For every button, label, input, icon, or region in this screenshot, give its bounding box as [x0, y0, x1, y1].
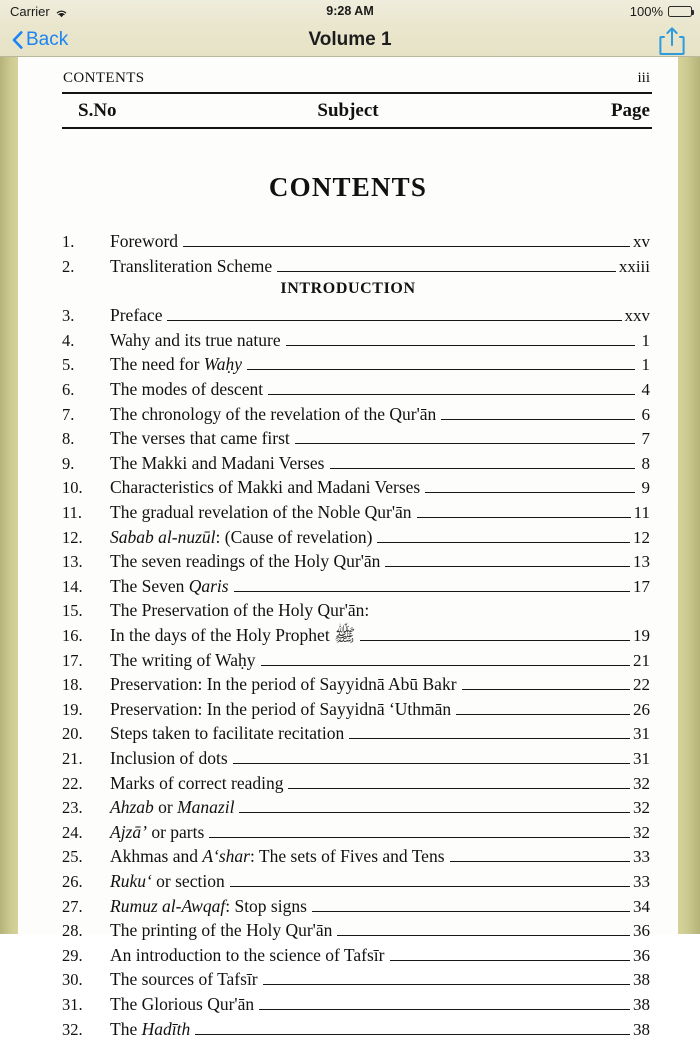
toc-leader-line [390, 960, 631, 961]
chevron-left-icon [12, 31, 23, 49]
header-rule-bottom [62, 127, 652, 129]
toc-leader-line [261, 665, 630, 666]
toc-entry-page: 1 [641, 355, 650, 375]
toc-entry-number: 32. [62, 1019, 83, 1039]
toc-entry-number: 5. [62, 355, 75, 375]
toc-leader-line [239, 812, 630, 813]
toc-leader-line [330, 468, 636, 469]
toc-entry-page: 36 [633, 945, 650, 965]
toc-entry-page: 31 [633, 749, 650, 768]
toc-entry-page: 8 [641, 453, 650, 473]
toc-entry-label: Ahzab or Manazil [110, 797, 235, 818]
toc-leader-line [259, 1009, 630, 1010]
toc-leader-line [277, 271, 616, 272]
toc-entry-page: 21 [633, 650, 650, 670]
toc-entry[interactable] [18, 328, 678, 353]
toc-entry-number: 19. [62, 699, 83, 719]
toc-entry-label: The modes of descent [110, 379, 264, 399]
toc-entry[interactable] [18, 549, 678, 574]
toc-entry[interactable] [18, 525, 678, 550]
toc-entry-page: xv [633, 232, 650, 251]
toc-entry-number: 24. [62, 822, 83, 842]
toc-entry-number: 31. [62, 995, 83, 1014]
toc-entry[interactable] [18, 426, 678, 451]
status-bar-clock: 9:28 AM [326, 4, 374, 18]
toc-entry-number: 25. [62, 847, 83, 867]
toc-leader-line [441, 419, 635, 420]
toc-entry[interactable] [18, 451, 678, 476]
toc-entry[interactable] [18, 771, 678, 796]
toc-leader-line [247, 369, 635, 370]
toc-entry[interactable] [18, 1017, 678, 1042]
toc-entry[interactable] [18, 598, 678, 623]
toc-entry-label: The Makki and Madani Verses [110, 452, 325, 473]
toc-entry[interactable] [18, 918, 678, 943]
page-title: Volume 1 [308, 28, 392, 50]
toc-leader-line [183, 246, 630, 247]
toc-entry-page: 11 [633, 503, 650, 522]
toc-entry-page: 6 [641, 404, 650, 424]
toc-entry-number: 9. [62, 453, 75, 473]
running-head: CONTENTS [63, 70, 145, 86]
toc-entry-label: The need for Waḥy [110, 354, 243, 375]
contents-title: CONTENTS [268, 172, 428, 202]
toc-entry[interactable] [18, 475, 678, 500]
toc-entry-number: 28. [62, 921, 83, 941]
toc-entry-number: 14. [62, 576, 83, 596]
toc-leader-line [233, 763, 630, 764]
toc-entry[interactable] [18, 254, 678, 279]
toc-leader-line [195, 1034, 630, 1035]
toc-entry-label: Ruku‘ or section [110, 871, 225, 891]
toc-entry-page: 26 [633, 699, 650, 719]
toc-leader-line [385, 566, 630, 567]
toc-entry-number: 22. [62, 773, 83, 793]
share-button[interactable] [658, 26, 686, 56]
toc-entry-number: 8. [62, 429, 75, 449]
toc-entry-number: 3. [62, 306, 75, 326]
toc-entry-page: 1 [641, 330, 650, 350]
toc-leader-line [288, 788, 630, 789]
toc-entry-page: 34 [633, 896, 650, 916]
toc-leader-line [377, 542, 630, 543]
toc-entry-page: 38 [633, 970, 650, 990]
navigation-bar [0, 22, 700, 57]
toc-entry-number: 15. [62, 601, 83, 621]
status-bar-right [630, 4, 692, 19]
back-button-label: Back [26, 28, 69, 50]
toc-entry-label: Rumuz al-Awqaf: Stop signs [110, 895, 307, 916]
toc-entry-page: 13 [633, 552, 650, 572]
carrier-label: Carrier [10, 3, 50, 19]
toc-leader-line [263, 984, 630, 985]
toc-entry-label: Sabab al-nuzūl: (Cause of revelation) [110, 526, 373, 547]
toc-entry[interactable] [18, 229, 678, 254]
toc-entry-page: 33 [633, 872, 650, 891]
toc-entry-label: Foreword [110, 231, 179, 251]
toc-entry[interactable] [18, 869, 678, 894]
toc-entry-page: 19 [633, 626, 650, 645]
toc-entry-number: 10. [62, 478, 83, 498]
toc-entry[interactable] [18, 721, 678, 746]
toc-entry-number: 21. [62, 749, 83, 768]
toc-entry[interactable] [18, 820, 678, 845]
toc-entry-page: 7 [641, 429, 650, 449]
toc-leader-line [312, 911, 630, 912]
book-page-viewer[interactable] [0, 57, 700, 1039]
book-edge-right [678, 57, 700, 934]
toc-entry-label: Wahy and its true nature [110, 329, 281, 350]
folio-number: iii [637, 70, 650, 86]
toc-entry-label: An introduction to the science of Tafsīr [110, 944, 385, 965]
toc-entry-page: 32 [633, 773, 650, 793]
column-header-page: Page [610, 99, 650, 121]
book-edge-left [0, 57, 18, 934]
toc-section-heading: INTRODUCTION [280, 280, 416, 298]
toc-entry-number: 6. [62, 380, 75, 399]
toc-entry-number: 16. [62, 626, 83, 645]
toc-entry-label: The sources of Tafsīr [110, 969, 258, 990]
toc-entry-label: Ajzā’ or parts [110, 821, 205, 842]
toc-leader-line [425, 492, 635, 493]
battery-full-icon [668, 6, 692, 17]
toc-entry-label: The writing of Waḥy [110, 649, 256, 670]
toc-entry-page: 36 [633, 921, 650, 941]
toc-entry-label: The Seven Qaris [110, 575, 229, 596]
toc-entry-label: The seven readings of the Holy Qur'ān [110, 551, 381, 572]
toc-entry[interactable] [18, 672, 678, 697]
toc-entry-number: 18. [62, 675, 83, 695]
toc-leader-line [268, 394, 635, 395]
toc-entry-number: 13. [62, 552, 83, 572]
toc-entry[interactable] [18, 992, 678, 1017]
toc-entry-number: 29. [62, 945, 83, 965]
toc-entry-label: In the days of the Holy Prophet ﷺ [110, 625, 356, 645]
toc-entry-page: xxiii [618, 256, 650, 276]
toc-entry-number: 23. [62, 798, 83, 818]
toc-entry-page: 9 [641, 478, 650, 498]
toc-entry[interactable] [18, 623, 678, 648]
toc-entry-label: Preservation: In the period of Sayyidnā ‘Uthmān [110, 698, 452, 719]
toc-entry-label: The gradual revelation of the Noble Qur'ān [110, 502, 412, 522]
toc-entry[interactable] [18, 943, 678, 968]
toc-entry[interactable] [18, 377, 678, 402]
toc-entry-number: 27. [62, 896, 83, 916]
toc-entry-page: 12 [633, 527, 650, 547]
toc-leader-line [450, 861, 631, 862]
toc-entry-label: The chronology of the revelation of the Qur'ān [110, 403, 437, 424]
toc-entry-label: Preface [110, 305, 163, 326]
toc-leader-line [417, 517, 631, 518]
toc-entry-label: The verses that came first [110, 428, 290, 449]
toc-entry[interactable] [18, 303, 678, 328]
toc-entry-page: 4 [641, 380, 650, 399]
toc-leader-line [337, 935, 630, 936]
toc-entry-page: xxv [624, 306, 650, 326]
toc-entry-page: 32 [633, 822, 650, 842]
scanned-page[interactable] [18, 57, 678, 1039]
toc-entry[interactable] [18, 844, 678, 869]
column-header-sno: S.No [78, 99, 117, 121]
toc-entry[interactable] [18, 697, 678, 722]
toc-entry-label: Preservation: In the period of Sayyidnā Abū Bakr [110, 674, 457, 695]
toc-entry[interactable] [18, 402, 678, 427]
toc-entry-number: 20. [62, 724, 83, 744]
toc-entry-page: 31 [633, 724, 650, 744]
toc-entry-page: 38 [633, 1019, 650, 1039]
toc-entry-number: 2. [62, 256, 75, 276]
toc-leader-line [234, 591, 630, 592]
toc-entry-number: 1. [62, 232, 75, 251]
toc-leader-line [456, 714, 630, 715]
toc-entry[interactable] [18, 746, 678, 771]
toc-entry-number: 7. [62, 404, 75, 424]
status-bar [0, 0, 700, 22]
toc-entry-label: Transliteration Scheme [110, 255, 273, 276]
toc-entry-label: The Hadīth [110, 1018, 191, 1039]
back-button[interactable] [12, 22, 68, 57]
toc-entry-page: 32 [633, 798, 650, 818]
toc-entry-label: The Preservation of the Holy Qur'ān: [110, 600, 370, 621]
toc-entry[interactable] [18, 795, 678, 820]
toc-entry-number: 30. [62, 970, 83, 990]
column-header-subject: Subject [317, 99, 379, 121]
toc-entry-page: 22 [633, 675, 650, 695]
toc-entry-label: Characteristics of Makki and Madani Verses [110, 477, 421, 498]
toc-entry-number: 11. [62, 503, 83, 522]
toc-leader-line [230, 886, 630, 887]
toc-entry[interactable] [18, 967, 678, 992]
toc-entry-label: The printing of the Holy Qur'ān [110, 920, 333, 941]
toc-entry-number: 12. [62, 527, 83, 547]
toc-entry-number: 26. [62, 872, 83, 891]
toc-entry[interactable] [18, 648, 678, 673]
toc-leader-line [462, 689, 630, 690]
toc-entry[interactable] [18, 574, 678, 599]
toc-entry-page: 38 [633, 995, 650, 1014]
toc-entry[interactable] [18, 894, 678, 919]
toc-leader-line [167, 320, 621, 321]
toc-entry-label: Marks of correct reading [110, 772, 284, 793]
toc-entry-label: Steps taken to facilitate recitation [110, 723, 345, 744]
battery-percent-label: 100% [629, 3, 663, 19]
toc-leader-line [349, 738, 630, 739]
toc-entry-number: 4. [62, 330, 75, 350]
toc-entry[interactable] [18, 352, 678, 377]
toc-entry-label: Akhmas and A‘shar: The sets of Fives and Tens [110, 846, 445, 867]
toc-entry[interactable] [18, 500, 678, 525]
toc-entry-page: 33 [633, 847, 650, 867]
toc-leader-line [286, 345, 635, 346]
toc-entry-label: The Glorious Qur'ān [110, 994, 255, 1014]
toc-leader-line [209, 837, 630, 838]
toc-leader-line [360, 640, 630, 641]
toc-leader-line [295, 443, 635, 444]
toc-entry-page: 17 [633, 576, 650, 596]
toc-entry-label: Inclusion of dots [110, 748, 228, 768]
toc-entry-number: 17. [62, 650, 83, 670]
